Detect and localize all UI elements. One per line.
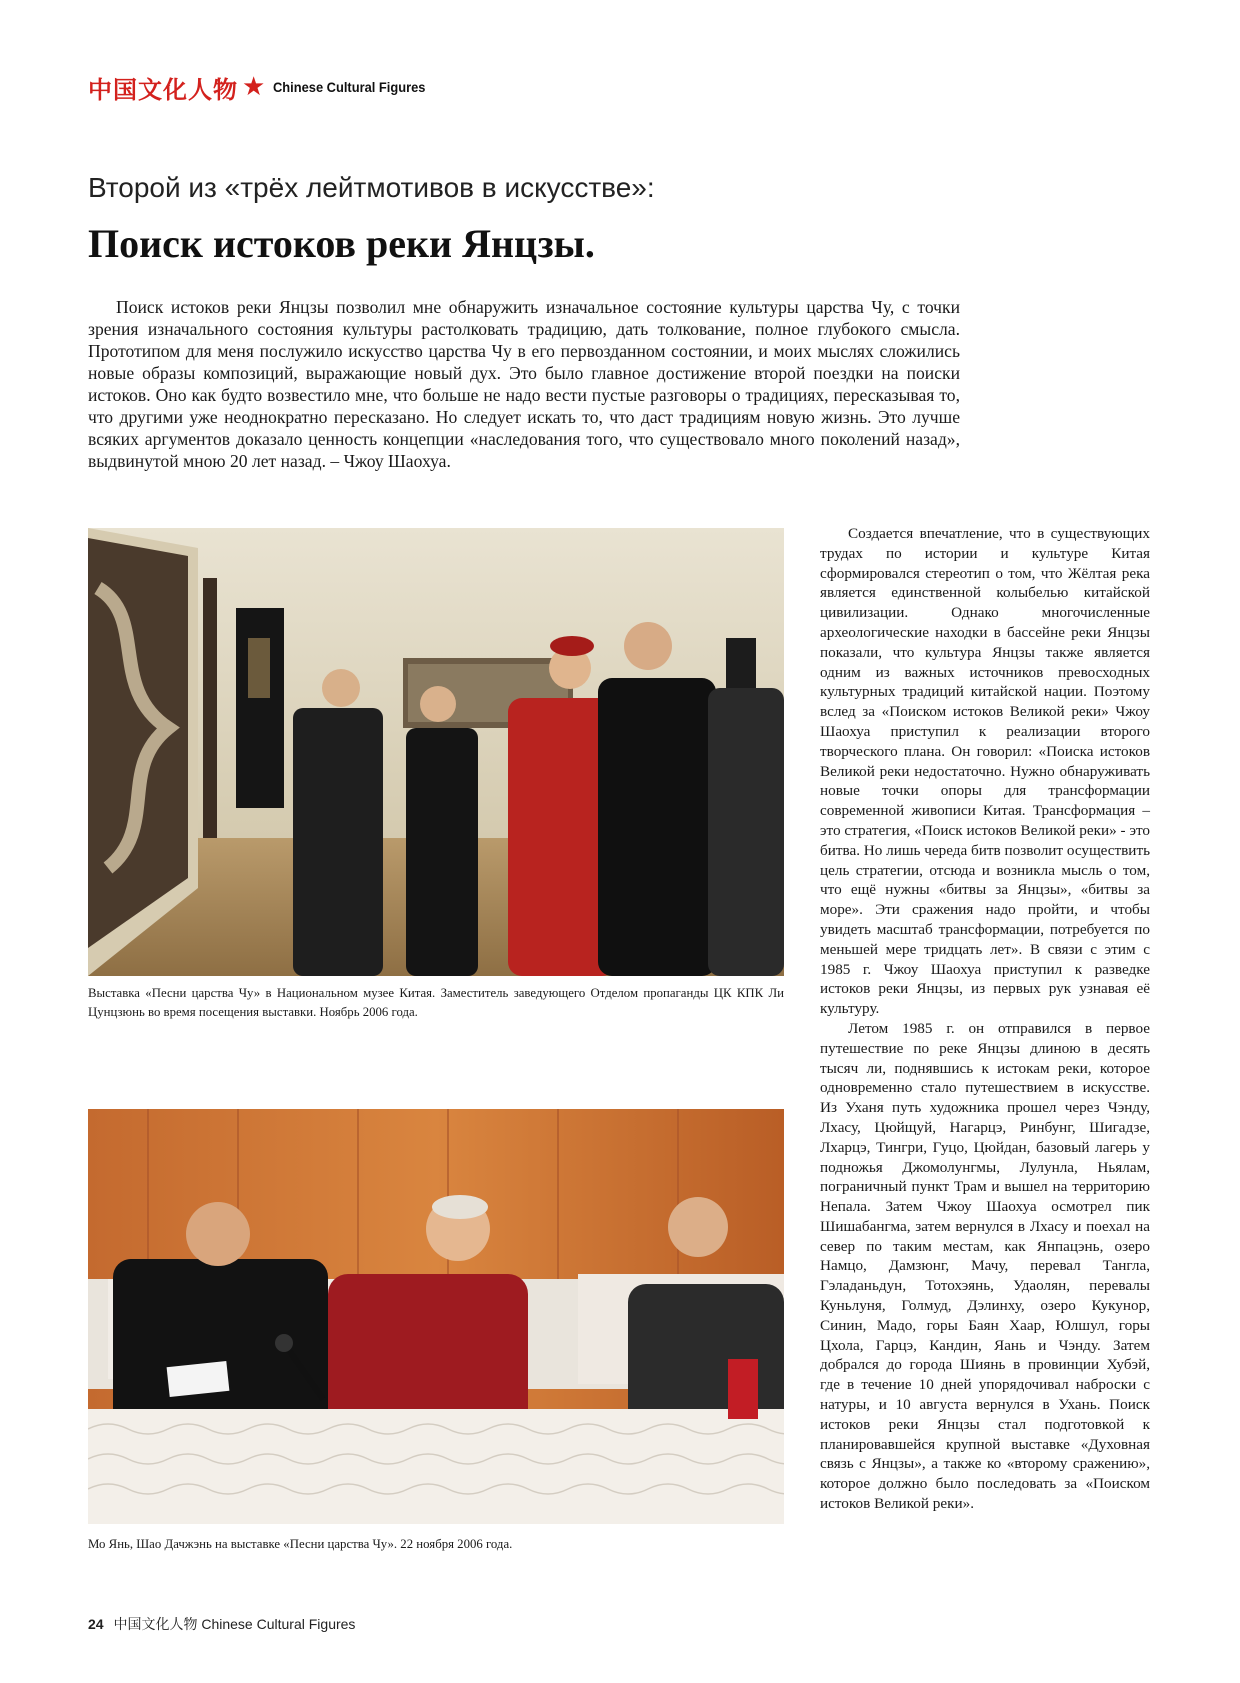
page-number: 24 [88,1616,104,1632]
mo-yan-photo [88,1109,784,1524]
magazine-logo-chinese: 中国文化人物 [88,74,238,104]
article-body-column [820,524,1150,1514]
body-paragraph-2: Летом 1985 г. он отправился в первое путешествие по реке Янцзы длиною в десять тысяч ли, поднявшись к истокам реки, которое одновременно стало путешествием в искусстве. Из Уханя путь художника прошел через Чэнду, Лхасу, Цюйщуй, Нагарцэ, Ринбунг, Шигадзе, Лхарцэ, Тингри, Гуцо, Цюйдан, базовый лагерь у подножья Джомолунгмы, Лулунла, Ньялам, пограничный пункт Трам и вышел на территорию Непала. Затем Чжоу Шаохуа осмотрел пик Шишабангма, затем вернулся в Лхасу и поехал на север по таким местам, как Янпацэнь, озеро Намцо, Дамзюнг, Мачу, перевал Тангла, Гэладаньдун, Тотохэянь, Удаолян, перевалы Куньлуня, Голмуд, Дэлинху, озеро Кукунор, Синин, Мадо, горы Баян Хаар, Юлшул, горы Цхола, Гарцэ, Кандин, Яань и Чэнду. Затем добрался до города Шиянь в провинции Хубэй, где в течение 10 дней упорядочивал наброски с натуры, и 10 августа вернулся в Ухань. Поиск истоков реки Янцзы стал подготовкой к планировавшейся крупной выставке «Духовная связь с Янцзы», а также ко «второму сражению», которое должно было последовать за «Поиском истоков Великой реки». [820,1019,1150,1513]
photo-caption-mo-yan: Мо Янь, Шао Дачжэнь на выставке «Песни царства Чу». 22 ноября 2006 года. [88,1537,513,1551]
magazine-header [88,72,439,102]
page-footer [88,1614,355,1634]
magazine-logo-english: Chinese Cultural Figures [273,79,426,95]
intro-quote: Поиск истоков реки Янцзы позволил мне обнаружить изначальное состояние культуры царства Чу, с точки зрения изначального состояния культуры растолковать традицию, дать толкование, полное глубокого смысла. Прототипом для меня послужило искусство царства Чу в его первозданном состоянии, и моих мыслях сложились новые образы композиций, выражающие новый дух. Это было главное достижение второй поездки на поиски истоков. Оно как будто возвестило мне, что больше не надо вести пустые разговоры о традициях, пересказывая то, что другими уже неоднократно пересказано. Но следует искать то, что даст традициям новую жизнь. Это лучше всяких аргументов доказало ценность концепции «наследования того, что существовало много поколений назад», выдвинутой мною 20 лет назад. – Чжоу Шаохуа. [88,297,960,471]
star-icon: ★ [242,72,266,101]
photo-caption-exhibition: Выставка «Песни царства Чу» в Национальном музее Китая. Заместитель заведующего Отделом пропаганды ЦК КПК Ли Цунцзюнь во время посещения выставки. Ноябрь 2006 года. [88,986,784,1019]
footer-magazine-name: 中国文化人物 Chinese Cultural Figures [113,1616,356,1632]
article-subtitle: Второй из «трёх лейтмотивов в искусстве»: [88,172,655,203]
body-paragraph-1: Создается впечатление, что в существующих трудах по истории и культуре Китая сформировался стереотип о том, что Жёлтая река является единственной колыбелью китайской цивилизации. Однако многочисленные археологические находки в бассейне реки Янцзы показали, что культура Янцзы также является одним из важных источников превосходных культурных традиций китайской нации. Поэтому вслед за «Поиском истоков Великой реки» Чжоу Шаохуа приступил к реализации второго творческого плана. Он говорил: «Поиска истоков Великой реки недостаточно. Нужно обнаруживать новые точки опоры для трансформации современной живописи Китая. Трансформация – это стратегия, «Поиск истоков Великой реки» - это битва. Но лишь череда битв позволит осуществить цель стратегии, отсюда и возникла мысль о том, что ещё нужны «битвы за Янцзы», «битвы за море». Эти сражения надо пройти, и чтобы увидеть масштаб трансформации, потребуется по меньшей мере тридцать лет». В связи с этим с 1985 г. Чжоу Шаохуа приступил к разведке истоков реки Янцзы, из первых рук узнавая её культуру. [820,525,1151,1018]
article-title: Поиск истоков реки Янцзы. [88,221,595,266]
exhibition-visit-photo [88,528,784,976]
